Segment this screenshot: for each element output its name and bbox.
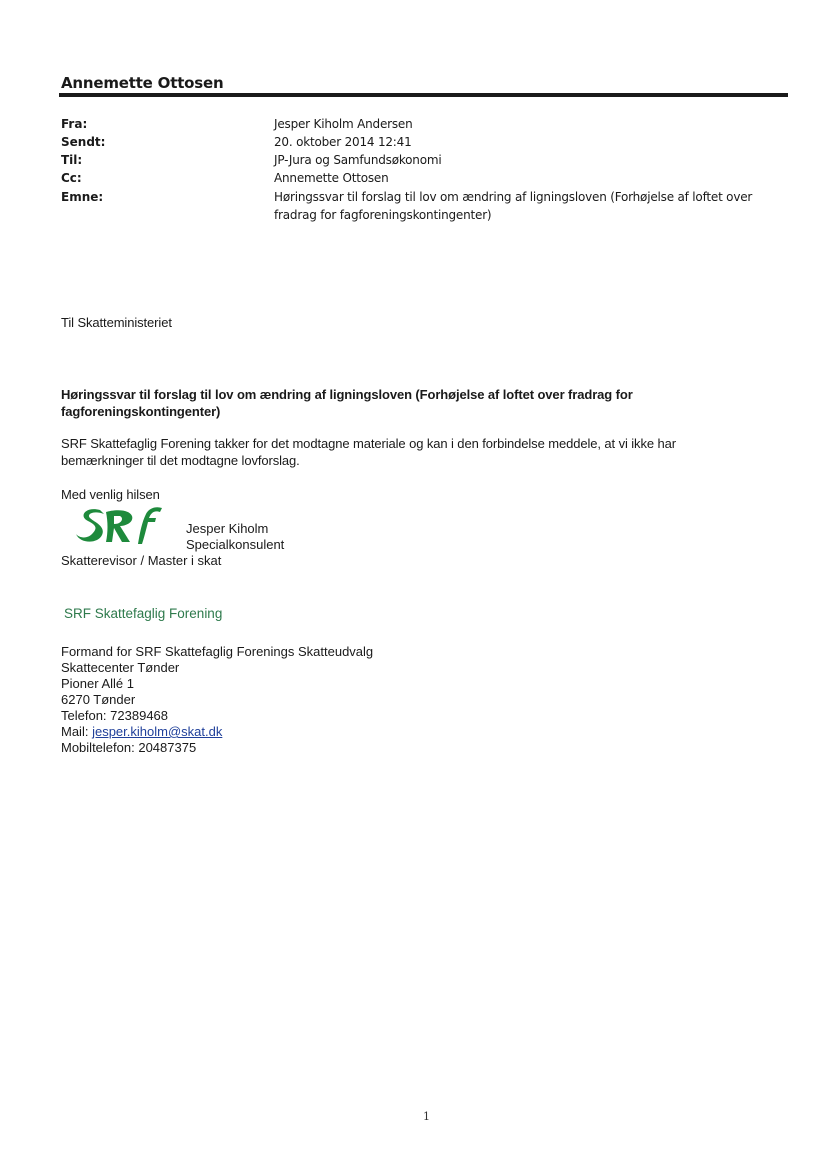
mobile-line <box>61 740 196 756</box>
mail-line <box>61 724 222 740</box>
sent-label: Sendt: <box>61 135 106 149</box>
mobile-label: Mobiltelefon: <box>61 740 135 755</box>
signature-postal: 6270 Tønder <box>61 692 136 707</box>
mail-link[interactable]: jesper.kiholm@skat.dk <box>92 724 223 739</box>
to-value: JP-Jura og Samfundsøkonomi <box>274 153 442 167</box>
signature-street: Pioner Allé 1 <box>61 676 134 691</box>
closing-greeting: Med venlig hilsen <box>61 487 160 502</box>
to-label: Til: <box>61 153 83 167</box>
letter-paragraph: SRF Skattefaglig Forening takker for det modtagne materiale og kan i den forbindelse meddele, at vi ikke har bemærkninger til det modtagne lovforslag. <box>61 436 676 468</box>
from-value: Jesper Kiholm Andersen <box>274 117 413 131</box>
subject-label: Emne: <box>61 190 104 204</box>
signature-title: Specialkonsulent <box>186 537 285 552</box>
page-number: 1 <box>423 1110 430 1123</box>
signature-workplace: Skattecenter Tønder <box>61 660 180 675</box>
sender-name: Annemette Ottosen <box>61 74 224 92</box>
phone-label: Telefon: <box>61 708 107 723</box>
subject-value: Høringssvar til forslag til lov om ændring af ligningsloven (Forhøjelse af loftet over fradrag for fagforeningskontingenter) <box>274 190 753 222</box>
sent-value: 20. oktober 2014 12:41 <box>274 135 412 149</box>
signature-name: Jesper Kiholm <box>186 521 269 536</box>
phone-line <box>61 708 168 724</box>
letter-subject: Høringssvar til forslag til lov om ændring af ligningsloven (Forhøjelse af loftet over fradrag for fagforeningskontingenter) <box>61 387 633 419</box>
signature-role: Formand for SRF Skattefaglig Forenings Skatteudvalg <box>61 644 374 659</box>
cc-value: Annemette Ottosen <box>274 171 389 185</box>
mobile-number: 20487375 <box>138 740 197 755</box>
header-divider <box>59 93 788 97</box>
signature-credentials: Skatterevisor / Master i skat <box>61 553 222 568</box>
srf-logo <box>76 504 164 546</box>
mail-label: Mail: <box>61 724 89 739</box>
salutation: Til Skatteministeriet <box>61 315 172 330</box>
phone-number: 72389468 <box>110 708 169 723</box>
organization-name: SRF Skattefaglig Forening <box>64 606 223 621</box>
from-label: Fra: <box>61 117 88 131</box>
cc-label: Cc: <box>61 171 82 185</box>
